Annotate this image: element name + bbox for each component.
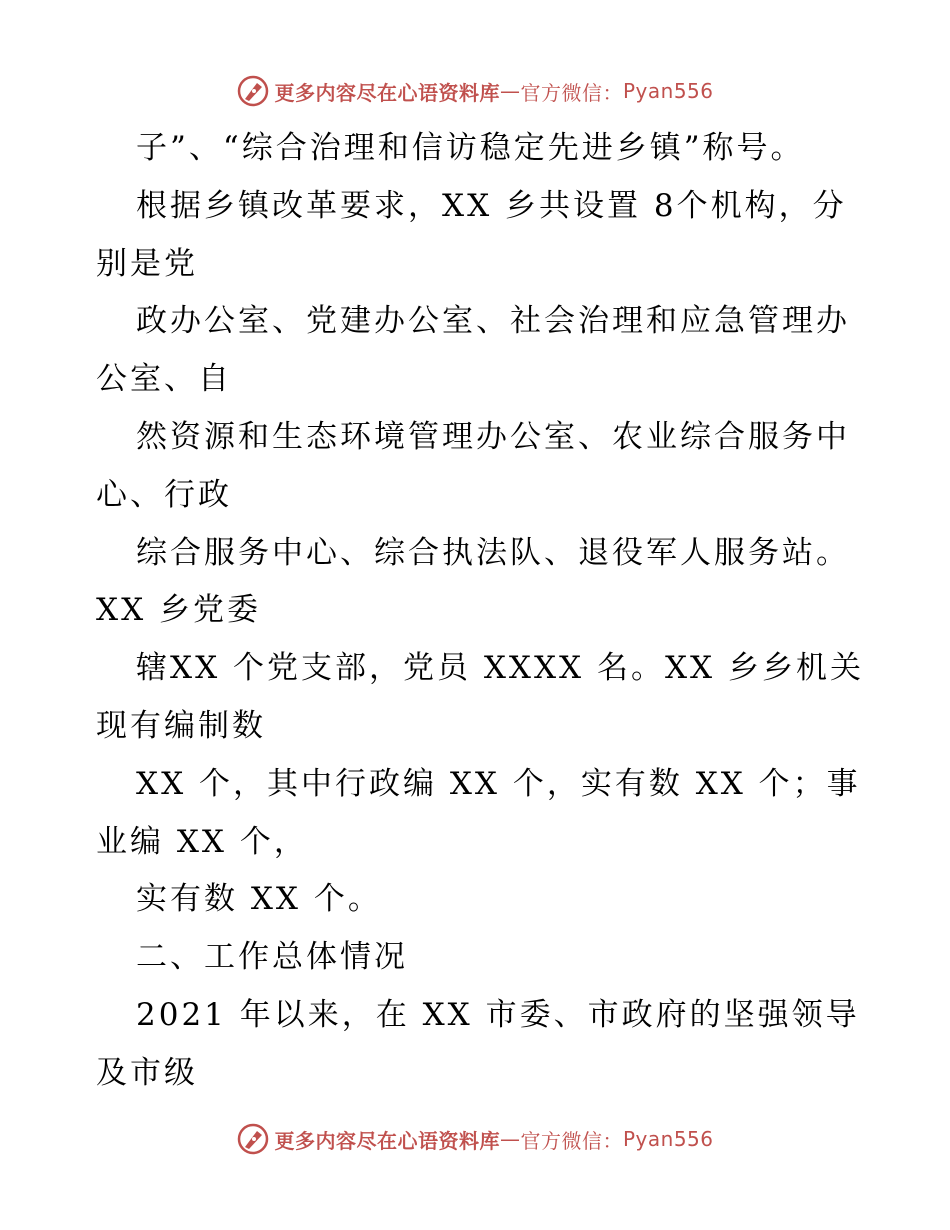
watermark-contact-label: 官方微信： [520, 1128, 623, 1153]
watermark-text: 更多内容尽在心语资料库 [274, 80, 500, 105]
body-line: 及市级 [96, 1054, 198, 1091]
pen-nib-icon [236, 1122, 270, 1156]
watermark-contact-id: Pyan556 [622, 79, 714, 103]
body-line: 然资源和生态环境管理办公室、农业综合服务中 [136, 418, 850, 455]
body-line: XX 乡党委 [96, 592, 261, 629]
body-line: 公室、自 [96, 361, 232, 398]
body-line: 实有数 XX 个。 [136, 881, 382, 918]
watermark-separator: — [499, 1127, 521, 1151]
body-line: 别是党 [96, 245, 198, 282]
body-line: 综合服务中心、综合执法队、退役军人服务站。 [136, 534, 850, 571]
header-watermark [0, 71, 950, 111]
body-line: 政办公室、党建办公室、社会治理和应急管理办 [136, 303, 850, 340]
document-body [96, 120, 864, 1103]
body-line: XX 个，其中行政编 XX 个，实有数 XX 个；事 [136, 765, 861, 802]
watermark-separator: — [499, 79, 521, 103]
body-line: 现有编制数 [96, 707, 266, 744]
pen-nib-icon [236, 74, 270, 108]
body-line: 根据乡镇改革要求，XX 乡共设置 8个机构，分 [136, 187, 847, 224]
body-line: 2021 年以来，在 XX 市委、市政府的坚强领导 [136, 996, 860, 1033]
body-line: 二、工作总体情况 [136, 939, 408, 976]
watermark-text: 更多内容尽在心语资料库 [274, 1128, 500, 1153]
body-line: 辖XX 个党支部，党员 XXXX 名。XX 乡乡机关 [136, 650, 864, 687]
watermark-contact-label: 官方微信： [520, 80, 623, 105]
body-line: 心、行政 [96, 476, 232, 513]
body-line: 子”、“综合治理和信访稳定先进乡镇”称号。 [136, 130, 805, 166]
footer-watermark [0, 1119, 950, 1159]
watermark-contact-id: Pyan556 [622, 1127, 714, 1151]
body-line: 业编 XX 个， [96, 823, 308, 860]
